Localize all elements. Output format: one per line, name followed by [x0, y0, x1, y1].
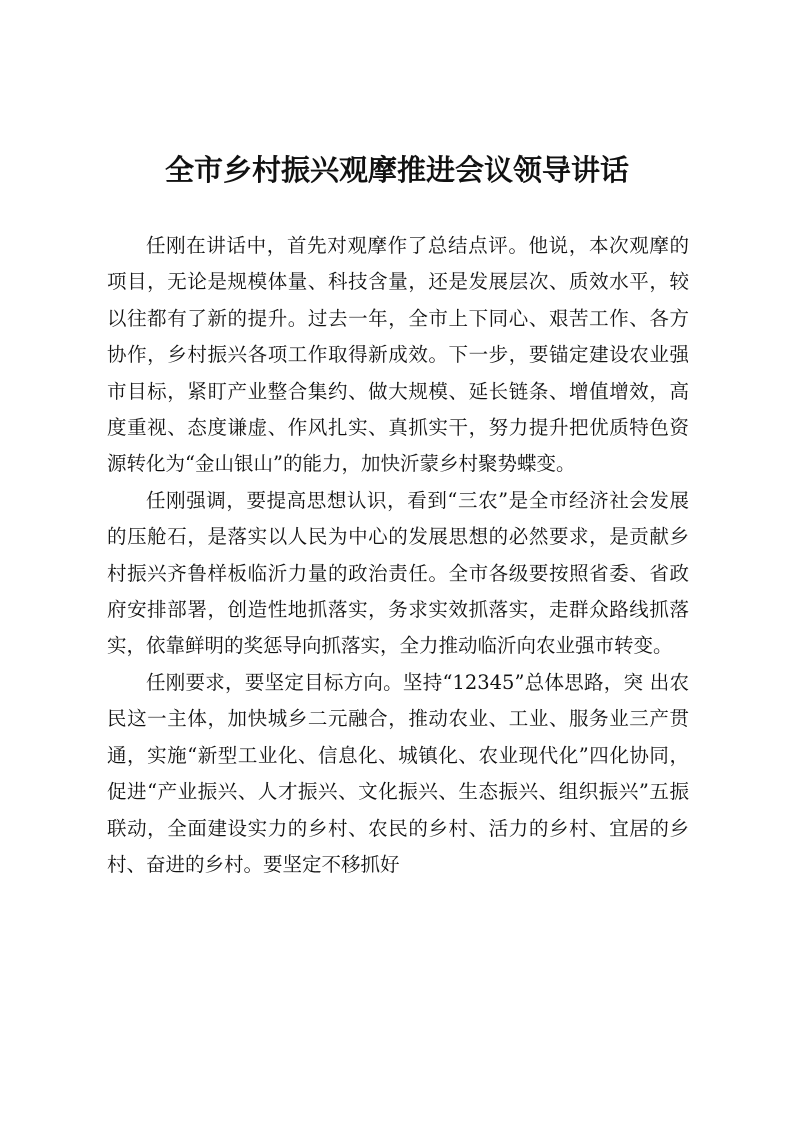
paragraph-3: 任刚要求，要坚定目标方向。坚持“12345”总体思路，突 出农民这一主体，加快城乡二元融合，推动农业、工业、服务业三产贯通，实施“新型工业化、信息化、城镇化、农业现代化”四化协同，促进“产业振兴、人才振兴、文化振兴、生态振兴、组织振兴”五振联动，全面建设实力的乡村、农民的乡村、活力的乡村、宜居的乡村、奋进的乡村。要坚定不移抓好	[107, 670, 689, 876]
document-body	[107, 228, 689, 883]
paragraph-1: 任刚在讲话中，首先对观摩作了总结点评。他说，本次观摩的项目，无论是规模体量、科技含量，还是发展层次、质效水平，较以往都有了新的提升。过去一年，全市上下同心、艰苦工作、各方协作，乡村振兴各项工作取得新成效。下一步，要锚定建设农业强市目标，紧盯产业整合集约、做大规模、延长链条、增值增效，高度重视、态度谦虚、作风扎实、真抓实干，努力提升把优质特色资源转化为“金山银山”的能力，加快沂蒙乡村聚势蝶变。	[107, 234, 689, 476]
document-title: 全市乡村振兴观摩推进会议领导讲话	[164, 153, 629, 187]
paragraph-2: 任刚强调，要提高思想认识，看到“三农”是全市经济社会发展的压舱石，是落实以人民为中心的发展思想的必然要求，是贡献乡村振兴齐鲁样板临沂力量的政治责任。全市各级要按照省委、省政府安排部署，创造性地抓落实，务求实效抓落实，走群众路线抓落实，依靠鲜明的奖惩导向抓落实，全力推动临沂向农业强市转变。	[107, 488, 689, 658]
